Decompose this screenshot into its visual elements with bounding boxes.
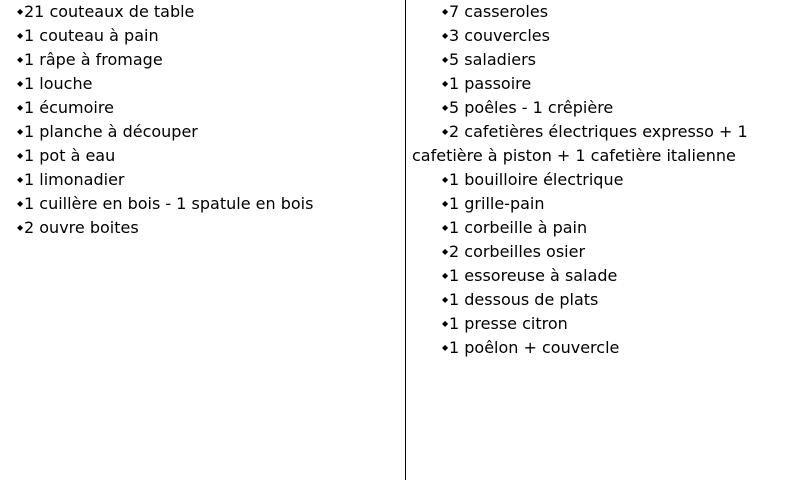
list-item <box>412 72 797 96</box>
diamond-bullet-icon: ◆ <box>17 31 24 40</box>
list-item <box>412 192 797 216</box>
diamond-bullet-icon: ◆ <box>442 127 449 136</box>
list-item <box>412 24 797 48</box>
list-item <box>412 336 797 360</box>
item-label: 5 saladiers <box>449 50 537 69</box>
diamond-bullet-icon: ◆ <box>442 199 449 208</box>
diamond-bullet-icon: ◆ <box>442 175 449 184</box>
item-label: 1 louche <box>24 74 93 93</box>
item-label: 21 couteaux de table <box>24 2 195 21</box>
diamond-bullet-icon: ◆ <box>442 247 449 256</box>
diamond-bullet-icon: ◆ <box>442 319 449 328</box>
item-label: 1 pot à eau <box>24 146 116 165</box>
item-label: 1 couteau à pain <box>24 26 159 45</box>
list-item <box>17 24 397 48</box>
diamond-bullet-icon: ◆ <box>17 79 24 88</box>
list-item <box>412 0 797 24</box>
item-label: 3 couvercles <box>449 26 550 45</box>
list-item <box>17 120 397 144</box>
item-label: 5 poêles - 1 crêpière <box>449 98 614 117</box>
diamond-bullet-icon: ◆ <box>17 175 24 184</box>
item-label: 1 poêlon + couvercle <box>449 338 620 357</box>
list-item <box>17 216 397 240</box>
item-label: 1 râpe à fromage <box>24 50 163 69</box>
list-item <box>412 312 797 336</box>
list-item <box>412 48 797 72</box>
list-item <box>412 120 797 168</box>
list-item <box>17 72 397 96</box>
diamond-bullet-icon: ◆ <box>17 151 24 160</box>
list-item <box>412 264 797 288</box>
list-item <box>412 216 797 240</box>
item-label: 1 dessous de plats <box>449 290 599 309</box>
diamond-bullet-icon: ◆ <box>17 199 24 208</box>
diamond-bullet-icon: ◆ <box>442 343 449 352</box>
diamond-bullet-icon: ◆ <box>17 7 24 16</box>
item-label: 7 casseroles <box>449 2 549 21</box>
list-item <box>412 288 797 312</box>
list-item <box>412 96 797 120</box>
right-inventory-list <box>412 0 797 360</box>
list-item <box>17 48 397 72</box>
item-label: 1 grille-pain <box>449 194 545 213</box>
item-label: 1 corbeille à pain <box>449 218 588 237</box>
item-label: 1 cuillère en bois - 1 spatule en bois <box>24 194 314 213</box>
item-label: 1 passoire <box>449 74 532 93</box>
item-label: 1 planche à découper <box>24 122 198 141</box>
item-label: 1 limonadier <box>24 170 125 189</box>
item-label: 1 essoreuse à salade <box>449 266 618 285</box>
item-label: 1 presse citron <box>449 314 568 333</box>
diamond-bullet-icon: ◆ <box>442 295 449 304</box>
diamond-bullet-icon: ◆ <box>17 223 24 232</box>
diamond-bullet-icon: ◆ <box>442 223 449 232</box>
item-label: 1 écumoire <box>24 98 114 117</box>
diamond-bullet-icon: ◆ <box>442 271 449 280</box>
diamond-bullet-icon: ◆ <box>442 31 449 40</box>
item-label: 2 corbeilles osier <box>449 242 586 261</box>
list-item <box>17 168 397 192</box>
diamond-bullet-icon: ◆ <box>442 55 449 64</box>
item-label: 2 cafetières électriques expresso + 1 cafetière à piston + 1 cafetière italienne <box>412 122 748 165</box>
list-item <box>17 0 397 24</box>
diamond-bullet-icon: ◆ <box>442 7 449 16</box>
list-item <box>17 192 397 216</box>
item-label: 1 bouilloire électrique <box>449 170 624 189</box>
list-item <box>412 168 797 192</box>
diamond-bullet-icon: ◆ <box>17 103 24 112</box>
list-item <box>412 240 797 264</box>
diamond-bullet-icon: ◆ <box>17 55 24 64</box>
diamond-bullet-icon: ◆ <box>442 103 449 112</box>
diamond-bullet-icon: ◆ <box>17 127 24 136</box>
diamond-bullet-icon: ◆ <box>442 79 449 88</box>
list-item <box>17 144 397 168</box>
left-inventory-list <box>17 0 397 240</box>
column-divider <box>405 0 406 480</box>
item-label: 2 ouvre boites <box>24 218 139 237</box>
list-item <box>17 96 397 120</box>
